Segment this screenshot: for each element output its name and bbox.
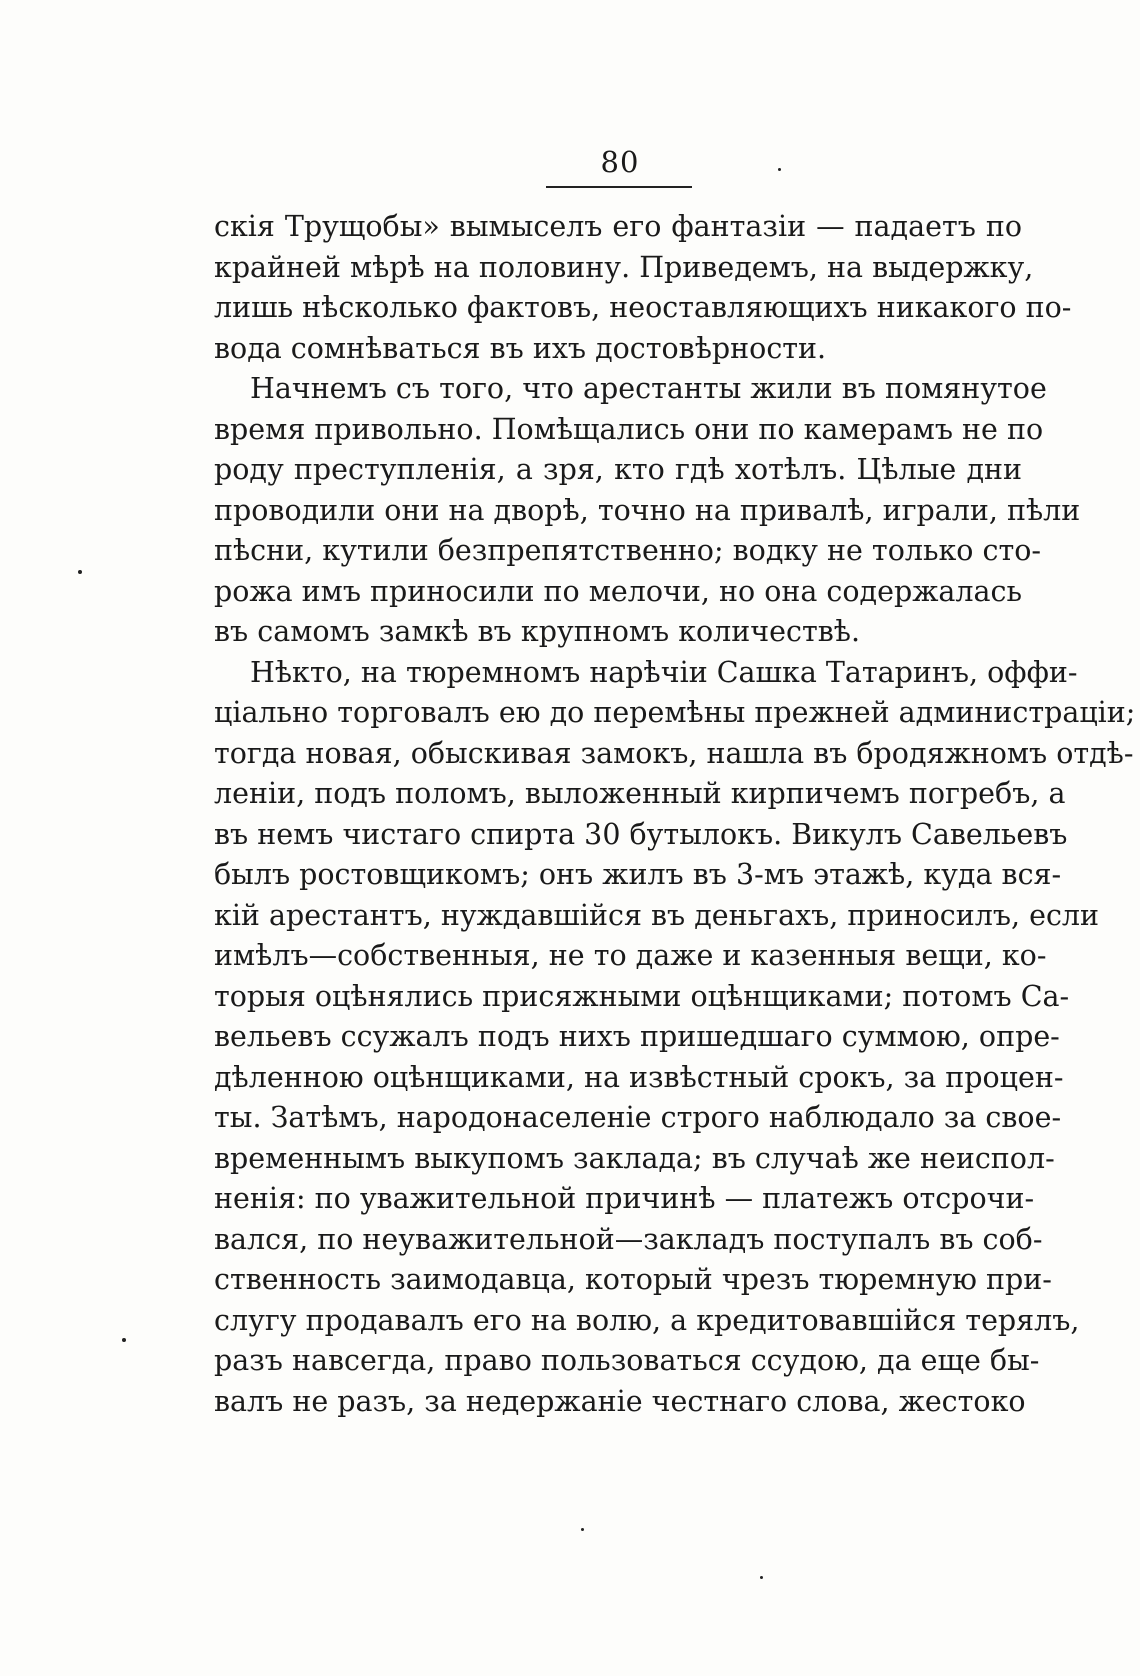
text-line: время привольно. Помѣщались они по камерамъ не по xyxy=(214,412,1044,446)
scan-speck xyxy=(122,1338,126,1342)
text-line: слугу продавалъ его на волю, а кредитовавшійся терялъ, xyxy=(214,1303,1080,1337)
paragraph xyxy=(214,369,1081,653)
text-line: дѣленною оцѣнщиками, на извѣстный срокъ, за процен- xyxy=(214,1060,1064,1094)
page-number: 80 xyxy=(600,145,640,179)
text-line: роду преступленія, а зря, кто гдѣ хотѣлъ. Цѣлые дни xyxy=(214,453,1022,486)
text-line: лишь нѣсколько фактовъ, неоставляющихъ никакого по- xyxy=(214,291,1072,324)
text-line: ціально торговалъ ею до перемѣны прежней администраціи; xyxy=(214,696,1136,729)
scan-speck xyxy=(778,168,781,171)
text-line: ненія: по уважительной причинѣ — платежъ отсрочи- xyxy=(214,1182,1035,1215)
text-line: скія Трущобы» вымыселъ его фантазіи — падаетъ по xyxy=(214,210,1022,243)
text-line: Нѣкто, на тюремномъ нарѣчіи Сашка Татаринъ, оффи- xyxy=(250,655,1078,689)
text-line: леніи, подъ поломъ, выложенный кирпичемъ погребъ, а xyxy=(214,777,1066,810)
text-line: вался, по неуважительной—закладъ поступалъ въ соб- xyxy=(214,1222,1043,1256)
text-line: былъ ростовщикомъ; онъ жилъ въ 3-мъ этажѣ, куда вся- xyxy=(214,858,1062,891)
text-line: ты. Затѣмъ, народонаселеніе строго наблюдало за свое- xyxy=(214,1101,1062,1134)
text-line: проводили они на дворѣ, точно на привалѣ, играли, пѣли xyxy=(214,493,1081,527)
text-line: тогда новая, обыскивая замокъ, нашла въ бродяжномъ отдѣ- xyxy=(214,736,1134,770)
text-line: въ самомъ замкѣ въ крупномъ количествѣ. xyxy=(214,615,861,648)
text-line: рожа имъ приносили по мелочи, но она содержалась xyxy=(214,574,1022,608)
text-line: крайней мѣрѣ на половину. Приведемъ, на выдержку, xyxy=(214,250,1034,284)
text-line: разъ навсегда, право пользоваться ссудою, да еще бы- xyxy=(214,1344,1040,1377)
text-line: вельевъ ссужалъ подъ нихъ пришедшаго суммою, опре- xyxy=(214,1020,1060,1053)
scan-speck xyxy=(760,1576,763,1579)
page-number-rule xyxy=(546,186,692,188)
paragraph xyxy=(214,207,1072,369)
scan-speck xyxy=(78,570,82,574)
scan-speck xyxy=(581,1528,584,1531)
body-text xyxy=(214,207,1136,1422)
text-line: кій арестантъ, нуждавшійся въ деньгахъ, приносилъ, если xyxy=(214,898,1100,932)
text-line: временнымъ выкупомъ заклада; въ случаѣ же неиспол- xyxy=(214,1141,1055,1175)
paragraph xyxy=(214,653,1136,1423)
text-line: валъ не разъ, за недержаніе честнаго слова, жестоко xyxy=(214,1384,1026,1418)
text-line: имѣлъ—собственныя, не то даже и казенныя вещи, ко- xyxy=(214,939,1047,972)
text-line: вода сомнѣваться въ ихъ достовѣрности. xyxy=(214,331,827,365)
text-line: ственность заимодавца, который чрезъ тюремную при- xyxy=(214,1263,1052,1296)
text-line: торыя оцѣнялись присяжными оцѣнщиками; потомъ Са- xyxy=(214,979,1070,1013)
text-line: Начнемъ съ того, что арестанты жили въ помянутое xyxy=(250,372,1047,405)
text-line: пѣсни, кутили безпрепятственно; водку не только сто- xyxy=(214,534,1042,567)
text-line: въ немъ чистаго спирта 30 бутылокъ. Викулъ Савельевъ xyxy=(214,817,1068,851)
